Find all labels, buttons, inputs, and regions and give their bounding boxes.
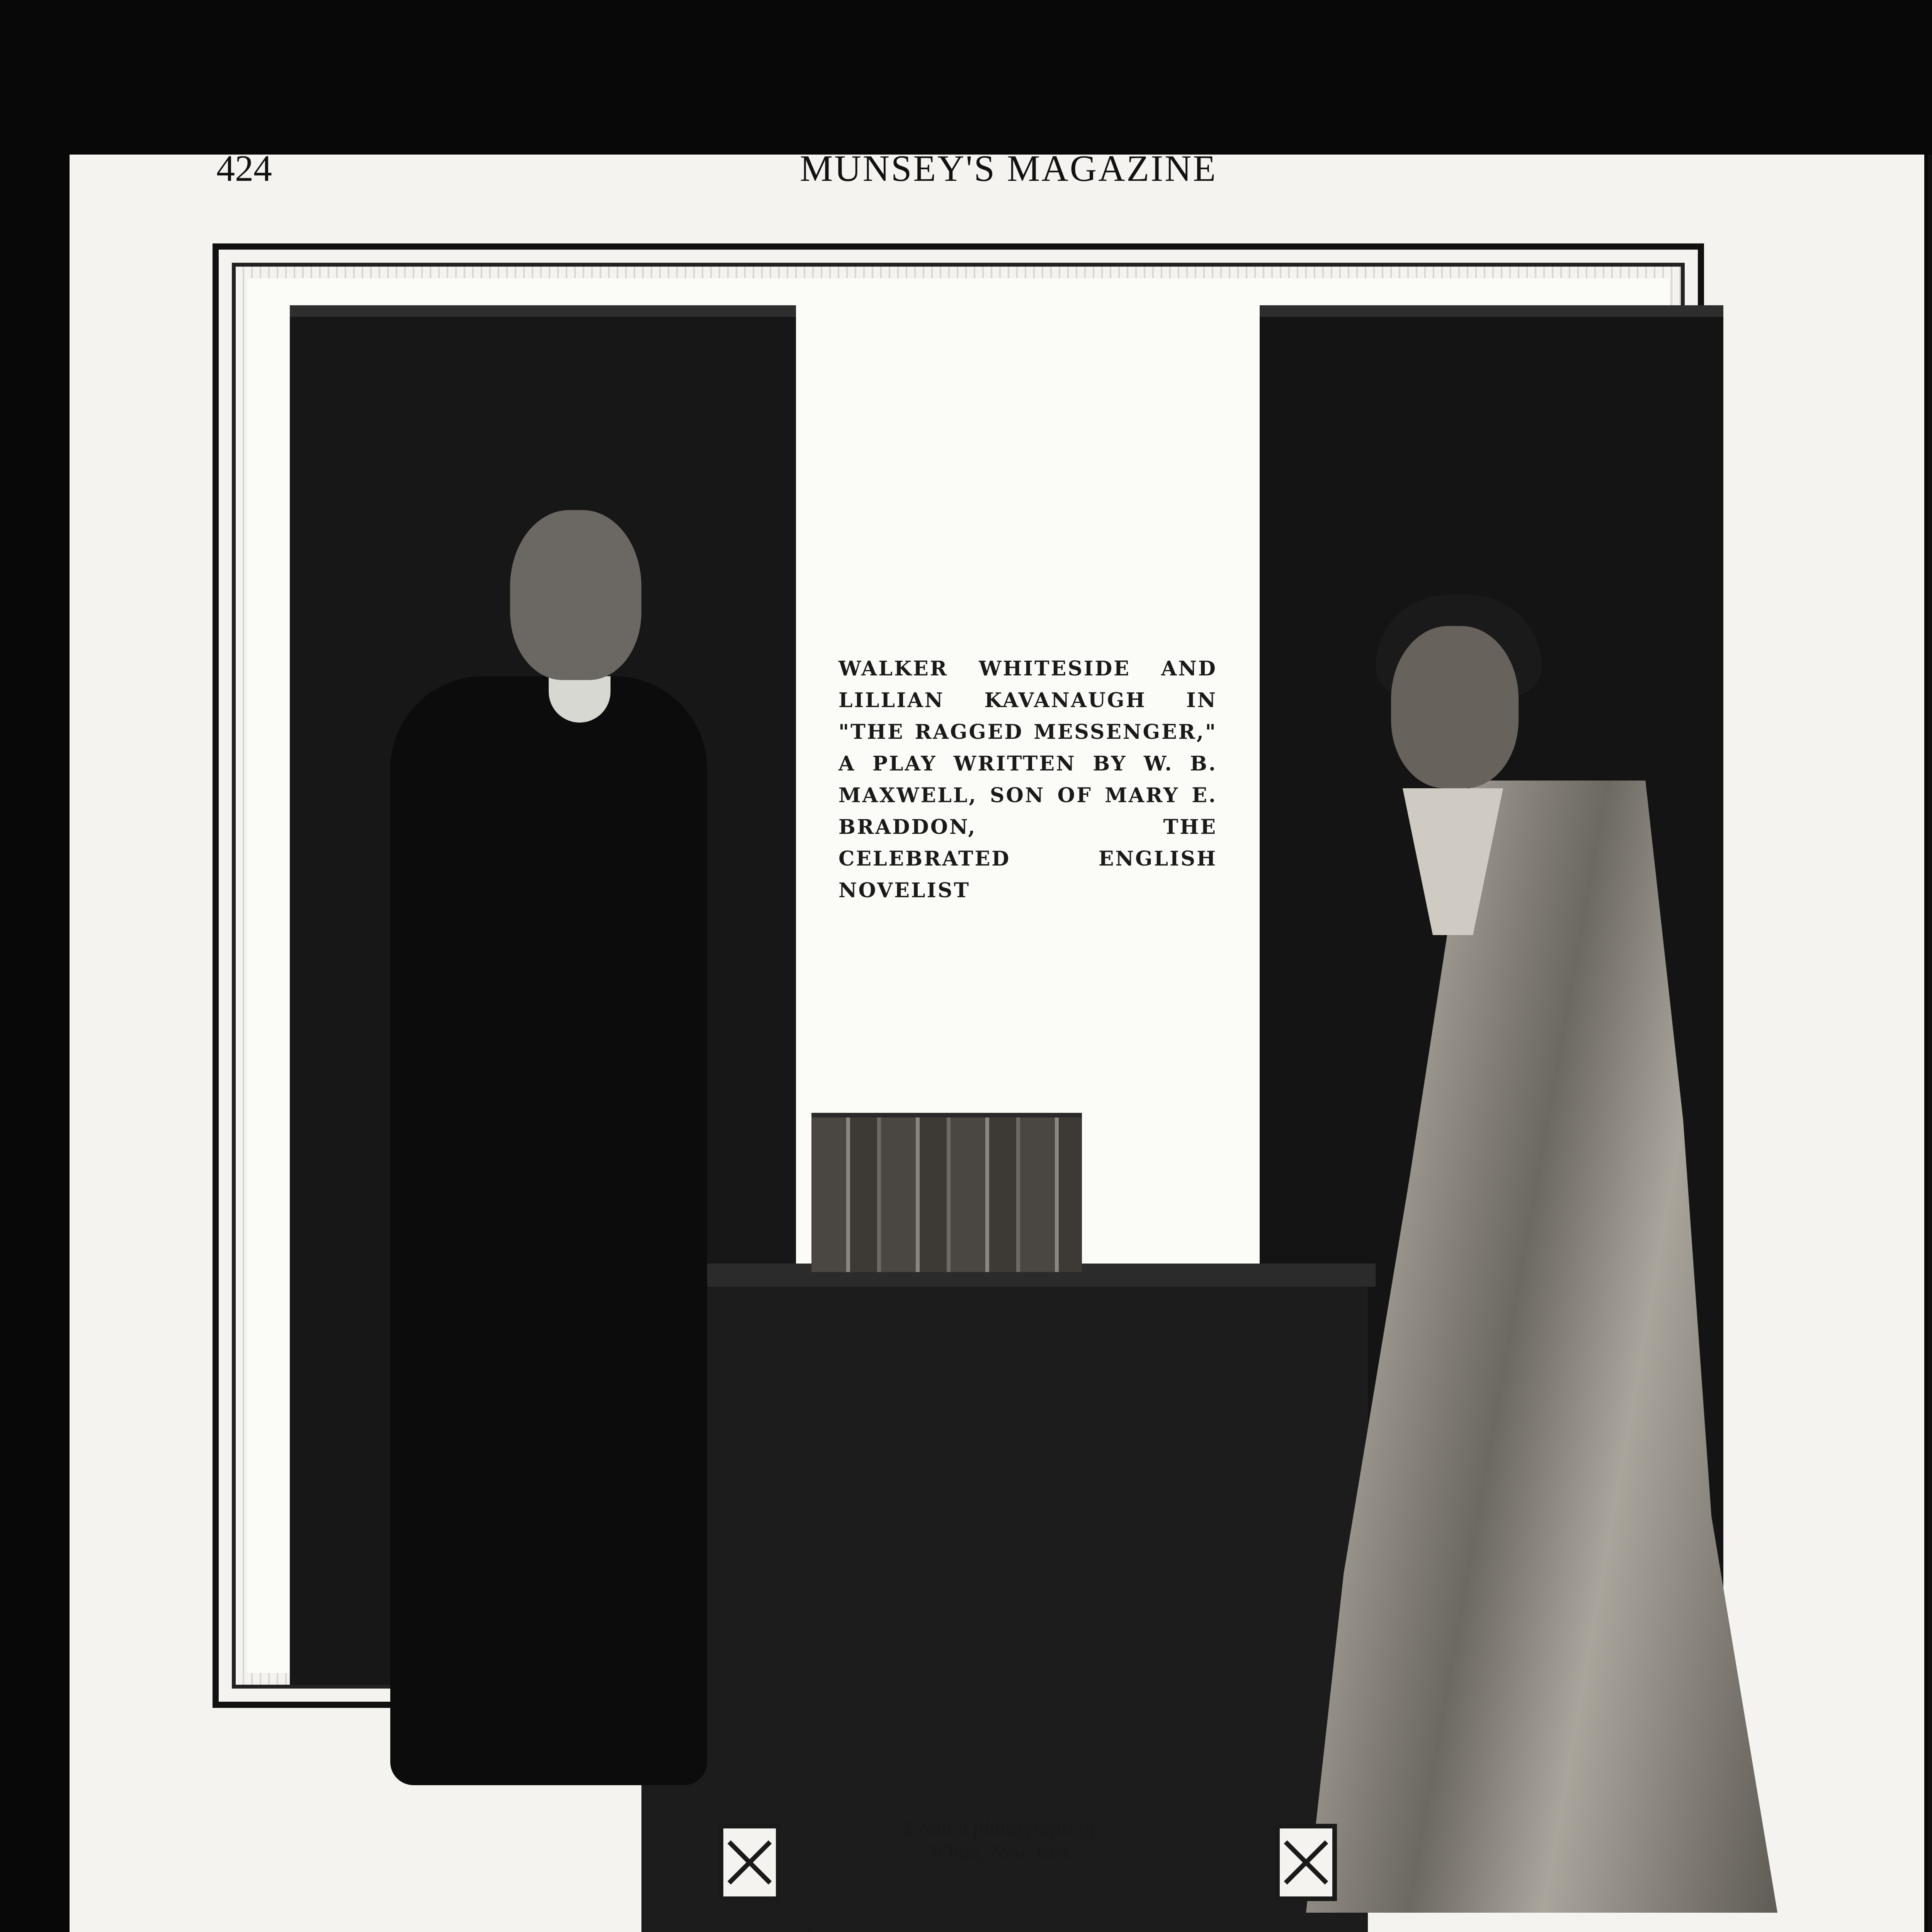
page-header xyxy=(216,147,1801,205)
photo-credit-line: White, New York xyxy=(929,1840,1073,1864)
actor-head xyxy=(510,510,641,680)
frame-ornament-icon xyxy=(719,1824,781,1901)
photo-caption: WALKER WHITESIDE AND LILLIAN KAVANAUGH IN "THE RAGGED MESSENGER," A PLAY WRITTEN BY W. B. MAXWELL, SON OF MARY E. BRADDON, THE CELEBRATED ENGLISH NOVELIST xyxy=(838,657,1217,902)
facing-page-edge xyxy=(1928,155,1932,1932)
photo-credit xyxy=(827,1816,1175,1864)
photo-credit-line: From a photograph by xyxy=(903,1816,1098,1840)
actor-figure xyxy=(390,676,707,1785)
chain-garland xyxy=(784,1870,1275,1932)
row-of-books xyxy=(811,1113,1082,1272)
page-number: 424 xyxy=(216,148,272,189)
magazine-title: MUNSEY'S MAGAZINE xyxy=(800,148,1217,189)
actress-head xyxy=(1391,626,1519,788)
frame-ornament-icon xyxy=(1275,1824,1337,1901)
